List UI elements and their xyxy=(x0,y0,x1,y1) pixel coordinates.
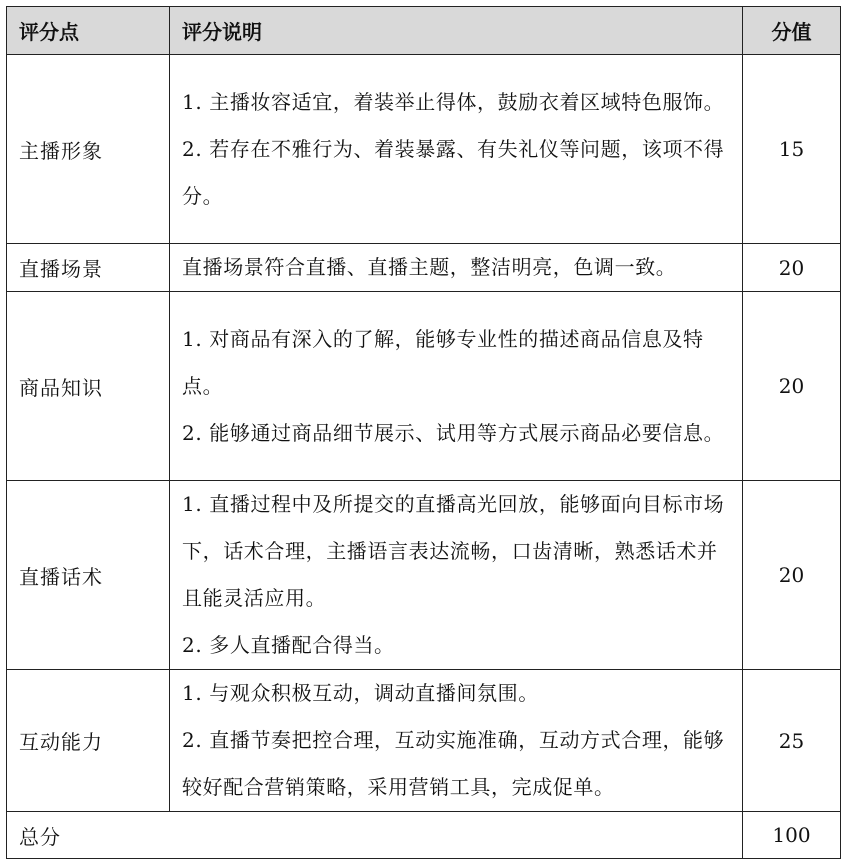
total-value: 100 xyxy=(743,812,841,859)
row-description xyxy=(170,670,743,812)
table-row xyxy=(7,292,841,481)
row-point: 主播形象 xyxy=(7,55,170,244)
header-description: 评分说明 xyxy=(170,7,743,55)
table-header xyxy=(7,7,841,55)
row-value: 20 xyxy=(743,481,841,670)
row-point: 互动能力 xyxy=(7,670,170,812)
description-item: 1. 直播过程中及所提交的直播高光回放，能够面向目标市场下，话术合理，主播语言表达流畅，口齿清晰，熟悉话术并且能灵活应用。 xyxy=(182,492,725,610)
row-value: 20 xyxy=(743,292,841,481)
scoring-table xyxy=(6,6,841,859)
row-value: 15 xyxy=(743,55,841,244)
table-body xyxy=(7,55,841,859)
description-item: 2. 多人直播配合得当。 xyxy=(182,633,395,657)
header-value: 分值 xyxy=(743,7,841,55)
row-value: 25 xyxy=(743,670,841,812)
row-description xyxy=(170,244,743,292)
row-description xyxy=(170,292,743,481)
description-item: 2. 直播节奏把控合理，互动实施准确，互动方式合理，能够较好配合营销策略，采用营销工具，完成促单。 xyxy=(182,728,725,799)
row-description xyxy=(170,481,743,670)
total-label: 总分 xyxy=(7,812,743,859)
table-row xyxy=(7,55,841,244)
description-item: 2. 能够通过商品细节展示、试用等方式展示商品必要信息。 xyxy=(182,420,725,445)
total-row xyxy=(7,812,841,859)
row-point: 商品知识 xyxy=(7,292,170,481)
header-row xyxy=(7,7,841,55)
row-value: 20 xyxy=(743,244,841,292)
row-point: 直播话术 xyxy=(7,481,170,670)
description-item: 1. 主播妆容适宜，着装举止得体，鼓励衣着区域特色服饰。 xyxy=(182,89,725,114)
table-row xyxy=(7,244,841,292)
description-item: 2. 若存在不雅行为、着装暴露、有失礼仪等问题，该项不得分。 xyxy=(182,136,725,208)
row-point: 直播场景 xyxy=(7,244,170,292)
description-item: 1. 与观众积极互动，调动直播间氛围。 xyxy=(182,681,539,705)
header-point: 评分点 xyxy=(7,7,170,55)
table-row xyxy=(7,670,841,812)
table-row xyxy=(7,481,841,670)
description-item: 1. 对商品有深入的了解，能够专业性的描述商品信息及特点。 xyxy=(182,326,704,398)
row-description xyxy=(170,55,743,244)
description-item: 直播场景符合直播、直播主题，整洁明亮，色调一致。 xyxy=(182,255,677,279)
